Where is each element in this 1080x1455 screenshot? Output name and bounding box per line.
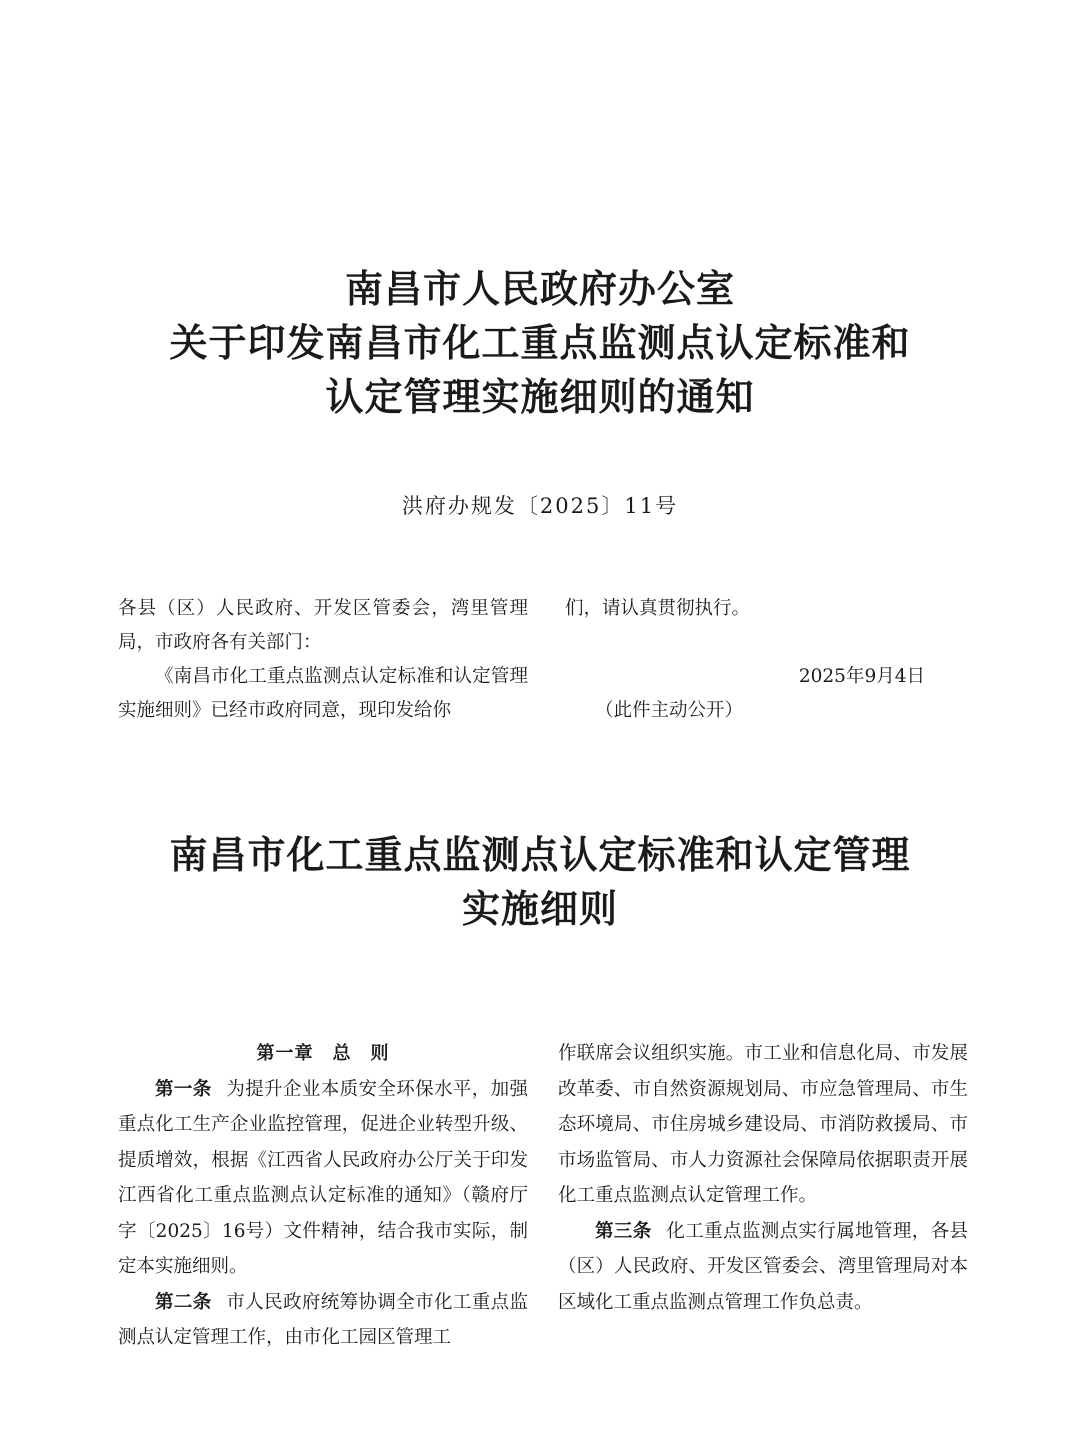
article-1-label: 第一条 [155, 1078, 212, 1100]
article-3-label: 第三条 [595, 1220, 652, 1242]
spacer-line [565, 626, 925, 660]
article-2 [118, 1285, 528, 1356]
rules-title-line-1: 南昌市化工重点监测点认定标准和认定管理 [169, 833, 911, 877]
rules-body-left-column [118, 1036, 528, 1356]
article-1 [118, 1072, 528, 1285]
notice-body-text: 《南昌市化工重点监测点认定标准和认定管理实施细则》已经市政府同意，现印发给你 [118, 666, 528, 721]
document-number: 洪府办规发〔2025〕11号 [401, 494, 679, 518]
article-1-text: 为提升企业本质安全环保水平，加强重点化工生产企业监控管理，促进企业转型升级、提质增效，根据《江西省人民政府办公厅关于印发江西省化工重点监测点认定标准的通知》（赣府厅字〔2025〕16号）文件精神，结合我市实际，制定本实施细则。 [118, 1078, 528, 1277]
chapter-heading: 第一章 总 则 [256, 1043, 390, 1064]
notice-title-line-3: 认定管理实施细则的通知 [325, 375, 755, 419]
rules-title-line-2: 实施细则 [461, 887, 618, 931]
notice-body-left-column [118, 592, 528, 728]
notice-body-right-column [565, 592, 925, 728]
rules-title [0, 828, 1080, 936]
publicity-note: （此件主动公开） [595, 700, 744, 721]
rules-body-right-column [558, 1036, 968, 1320]
notice-title-line-2: 关于印发南昌市化工重点监测点认定标准和 [169, 321, 911, 365]
notice-title [0, 262, 1080, 424]
notice-body-continuation: 们，请认真贯彻执行。 [565, 598, 751, 619]
notice-date: 2025年9月4日 [798, 666, 925, 687]
notice-title-line-1: 南昌市人民政府办公室 [344, 267, 735, 311]
article-3 [558, 1214, 968, 1321]
notice-recipients: 各县（区）人民政府、开发区管委会，湾里管理局，市政府各有关部门： [118, 598, 528, 653]
article-3-text: 化工重点监测点实行属地管理，各县（区）人民政府、开发区管委会、湾里管理局对本区域化工重点监测点管理工作负总责。 [558, 1220, 968, 1313]
article-2-text-part-1: 市人民政府统筹协调全市化工重点监测点认定管理工作，由市化工园区管理工 [118, 1291, 528, 1348]
article-2-text-part-2: 作联席会议组织实施。市工业和信息化局、市发展改革委、市自然资源规划局、市应急管理局、市生态环境局、市住房城乡建设局、市消防救援局、市市场监管局、市人力资源社会保障局依据职责开展化工重点监测点认定管理工作。 [558, 1043, 968, 1206]
article-2-label: 第二条 [155, 1291, 212, 1313]
